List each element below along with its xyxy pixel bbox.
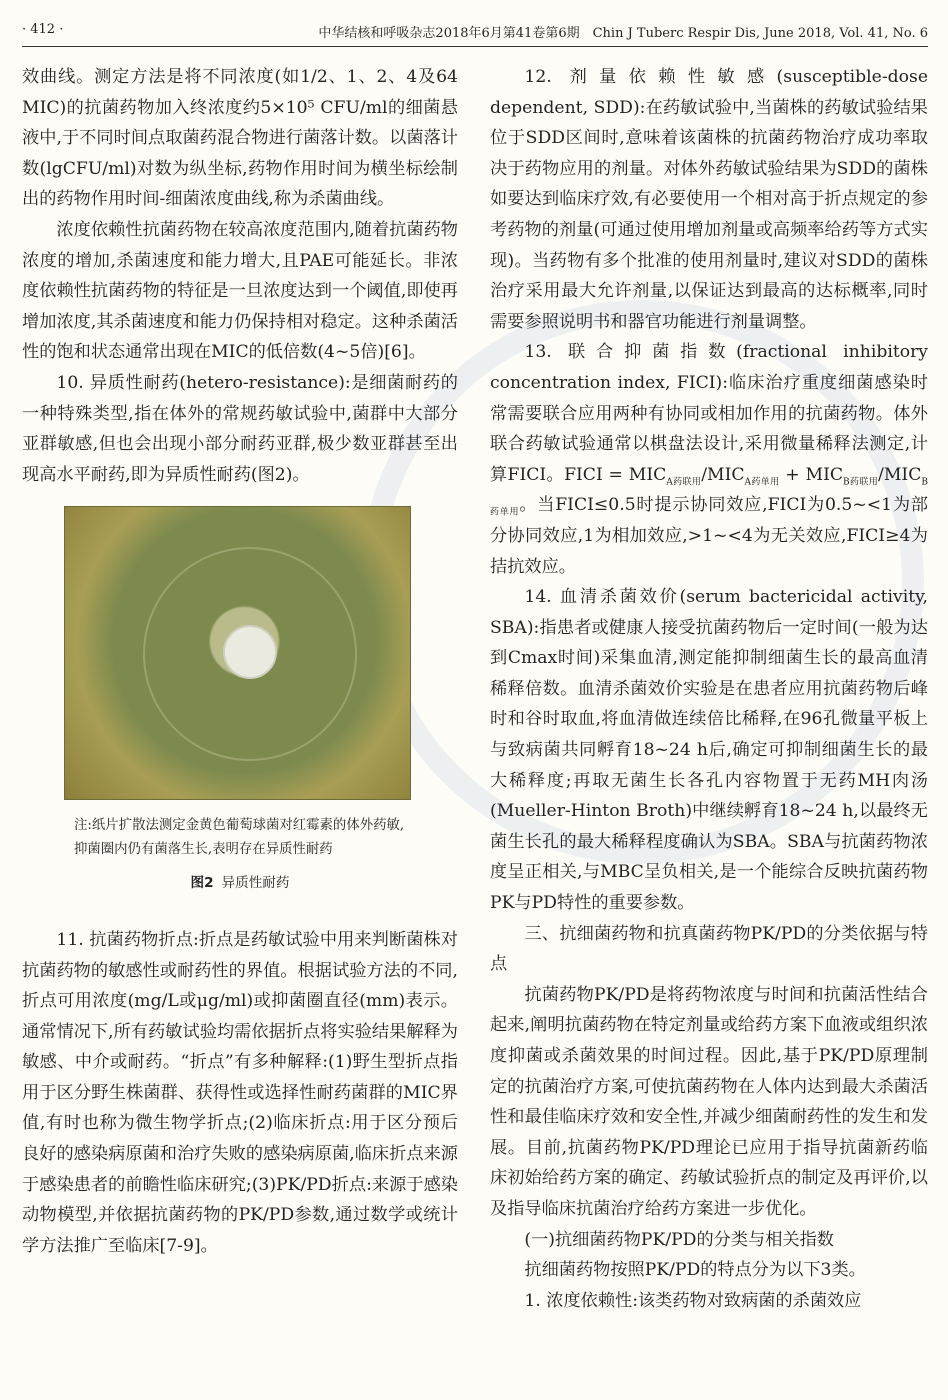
subsection-heading: (一)抗细菌药物PK/PD的分类与相关指数: [524, 1229, 834, 1250]
paragraph: 抗菌药物PK/PD是将药物浓度与时间和抗菌活性结合起来,阐明抗菌药物在特定剂量或给药方案下血液或组织浓度抑菌或杀菌效果的时间过程。因此,基于PK/PD原理制定的抗菌治疗方案,可使抗菌药物在人体内达到最大杀菌活性和最佳临床疗效和安全性,并减少细菌耐药性的发生和发展。目前,抗菌药物PK/PD理论已应用于指导抗菌新药临床初始给药方案的确定、药敏试验折点的制定及再评价,以及指导临床抗菌治疗给药方案进一步优化。: [490, 984, 928, 1219]
section-heading: 三、抗细菌药物和抗真菌药物PK/PD的分类依据与特点: [490, 923, 928, 975]
figure-label: 图2: [190, 875, 214, 892]
paragraph: 浓度依赖性抗菌药物在较高浓度范围内,随着抗菌药物浓度的增加,杀菌速度和能力增大,且PAE可能延长。非浓度依赖性抗菌药物的特征是一旦浓度达到一个阈值,即使再增加浓度,其杀菌速度和能力仍保持相对稳定。这种杀菌活性的饱和状态通常出现在MIC的低倍数(4~5倍)[6]。: [22, 219, 458, 363]
figure-2-photo: [64, 506, 411, 800]
paragraph: 10. 异质性耐药(hetero-resistance):是细菌耐药的一种特殊类型,指在体外的常规药敏试验中,菌群中大部分亚群敏感,但也会出现小部分耐药亚群,极少数亚群甚至出现高水平耐药,即为异质性耐药(图2)。: [22, 372, 458, 485]
left-column: [22, 62, 458, 1261]
journal-citation: 中华结核和呼吸杂志2018年6月第41卷第6期 Chin J Tuberc Respir Dis, June 2018, Vol. 41, No. 6: [318, 26, 928, 41]
figure-note: 注:纸片扩散法测定金黄色葡萄球菌对红霉素的体外药敏,抑菌圈内仍有菌落生长,表明存在异质性耐药: [74, 818, 405, 858]
page-number: · 412 ·: [22, 22, 64, 37]
page-header: [22, 18, 928, 47]
right-column: [490, 62, 928, 1316]
figure-caption: [22, 868, 458, 899]
figure-title: 异质性耐药: [221, 875, 290, 892]
antibiotic-disk: [223, 625, 277, 679]
paragraph: 12. 剂量依赖性敏感(susceptible-dose dependent, SDD):在药敏试验中,当菌株的药敏试验结果位于SDD区间时,意味着该菌株的抗菌药物治疗成功率取决于药物应用的剂量。对体外药敏试验结果为SDD的菌株如要达到临床疗效,有必要使用一个相对高于折点规定的参考药物的剂量(可通过使用增加剂量或高频率给药等方式实现)。当药物有多个批准的使用剂量时,建议对SDD的菌株治疗采用最大允许剂量,以保证达到最高的达标概率,同时需要参照说明书和器官功能进行剂量调整。: [490, 67, 928, 332]
paragraph: 抗细菌药物按照PK/PD的特点分为以下3类。: [524, 1260, 866, 1281]
paragraph: 14. 血清杀菌效价(serum bactericidal activity, SBA):指患者或健康人接受抗菌药物后一定时间(一般为达到Cmax时间)采集血清,测定能抑制细菌生长的最高血清稀释倍数。血清杀菌效价实验是在患者应用抗菌药物后峰时和谷时取血,将血清做连续倍比稀释,在96孔微量平板上与致病菌共同孵育18~24 h后,确定可抑制细菌生长的最大稀释度;再取无菌生长各孔内容物置于无药MH肉汤(Mueller-Hinton Broth)中继续孵育18~24 h,以最终无菌生长孔的最大稀释程度确认为SBA。SBA与抗菌药物浓度呈正相关,与MBC呈负相关,是一个能综合反映抗菌药物PK与PD特性的重要参数。: [490, 587, 928, 914]
paragraph: 效曲线。测定方法是将不同浓度(如1/2、1、2、4及64 MIC)的抗菌药物加入终浓度约5×10⁵ CFU/ml的细菌悬液中,于不同时间点取菌药混合物进行菌落计数。以菌落计数(lgCFU/ml)对数为纵坐标,药物作用时间为横坐标绘制出的药物作用时间-细菌浓度曲线,称为杀菌曲线。: [22, 67, 458, 210]
paragraph: 11. 抗菌药物折点:折点是药敏试验中用来判断菌株对抗菌药物的敏感性或耐药性的界值。根据试验方法的不同,折点可用浓度(mg/L或μg/ml)或抑菌圈直径(mm)表示。通常情况下,所有药敏试验均需依据折点将实验结果解释为敏感、中介或耐药。“折点”有多种解释:(1)野生型折点指用于区分野生株菌群、获得性或选择性耐药菌群的MIC界值,有时也称为微生物学折点;(2)临床折点:用于区分预后良好的感染病原菌和治疗失败的感染病原菌,临床折点来源于感染患者的前瞻性临床研究;(3)PK/PD折点:来源于感染动物模型,并依据抗菌药物的PK/PD参数,通过数学或统计学方法推广至临床[7-9]。: [22, 929, 458, 1256]
paragraph: 1. 浓度依赖性:该类药物对致病菌的杀菌效应: [524, 1290, 862, 1311]
paragraph-fici: 13. 联合抑菌指数(fractional inhibitory concentration index, FICI):临床治疗重度细菌感染时常需要联合应用两种有协同或相加作用的抗菌药物。体外联合药敏试验通常以棋盘法设计,采用微量稀释法测定,计算FICI。FICI = $MIC_{A药联用}/MIC_{A药单用} + MIC_{B药联用}/MIC_{B药单用}$。当FICI≤0.5时提示协同效应,FICI为0.5~<1为部分协同效应,1为相加效应,>1~<4为无关效应,FICI≥4为拮抗效应。: [490, 342, 929, 577]
